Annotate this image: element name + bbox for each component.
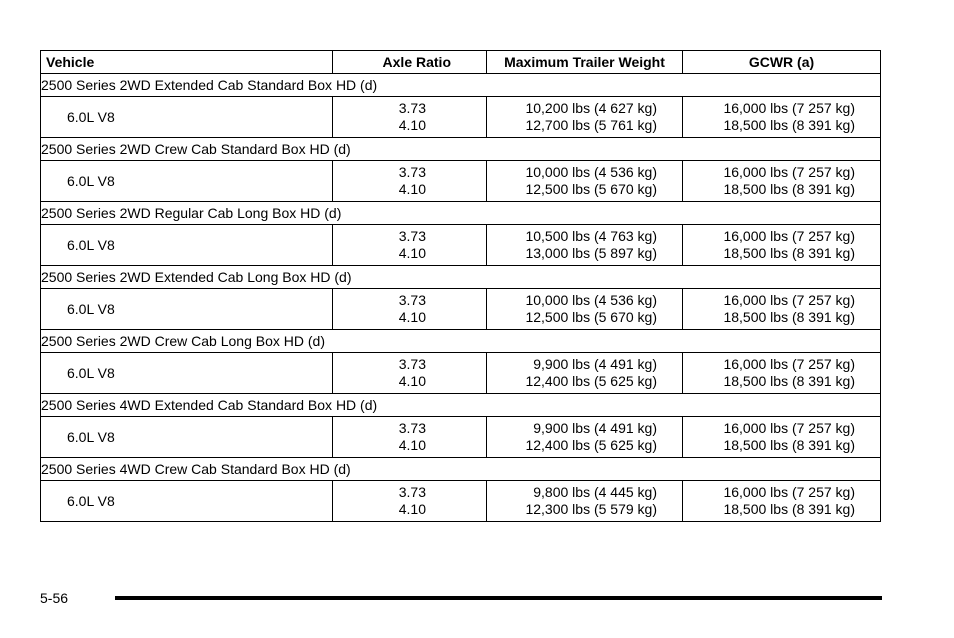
axle-ratio-cell: [333, 225, 487, 266]
gcwr-cell: [683, 97, 881, 138]
axle-ratio-cell: [333, 353, 487, 394]
table-row: [41, 225, 881, 266]
gcwr-value: 16,000 lbs (7 257 kg): [723, 484, 855, 500]
vehicle-group-row: [41, 394, 881, 417]
gcwr-value: 18,500 lbs (8 391 kg): [723, 501, 855, 517]
engine-cell: 6.0L V8: [41, 481, 333, 522]
gcwr-value: 16,000 lbs (7 257 kg): [723, 228, 855, 244]
engine-cell: 6.0L V8: [41, 353, 333, 394]
engine-cell: 6.0L V8: [41, 289, 333, 330]
vehicle-group-row: [41, 74, 881, 97]
axle-ratio-cell: [333, 417, 487, 458]
axle-ratio-value: 3.73: [398, 100, 426, 116]
axle-ratio-value: 3.73: [398, 484, 426, 500]
trailer-weight-value: 10,200 lbs (4 627 kg): [525, 100, 657, 116]
trailer-weight-value: 10,000 lbs (4 536 kg): [525, 164, 657, 180]
vehicle-group-row: [41, 202, 881, 225]
axle-ratio-value: 3.73: [398, 292, 426, 308]
trailer-weight-value: 10,500 lbs (4 763 kg): [525, 228, 657, 244]
vehicle-group-title: 2500 Series 2WD Crew Cab Long Box HD (d): [41, 330, 881, 353]
trailer-weight-value: 12,400 lbs (5 625 kg): [525, 373, 657, 389]
gcwr-cell: [683, 225, 881, 266]
gcwr-value: 18,500 lbs (8 391 kg): [723, 437, 855, 453]
axle-ratio-value: 3.73: [398, 356, 426, 372]
table-row: [41, 289, 881, 330]
vehicle-group-title: 2500 Series 4WD Crew Cab Standard Box HD (d): [41, 458, 881, 481]
trailer-weight-cell: [487, 353, 683, 394]
axle-ratio-cell: [333, 481, 487, 522]
axle-ratio-cell: [333, 161, 487, 202]
axle-ratio-value: 3.73: [398, 228, 426, 244]
footer-rule: [115, 596, 882, 600]
axle-ratio-value: 4.10: [398, 501, 426, 517]
header-axle-ratio: Axle Ratio: [333, 51, 487, 74]
axle-ratio-value: 4.10: [398, 245, 426, 261]
axle-ratio-value: 4.10: [398, 309, 426, 325]
axle-ratio-cell: [333, 97, 487, 138]
vehicle-group-title: 2500 Series 4WD Extended Cab Standard Box HD (d): [41, 394, 881, 417]
vehicle-group-title: 2500 Series 2WD Extended Cab Standard Box HD (d): [41, 74, 881, 97]
table-row: [41, 161, 881, 202]
vehicle-group-row: [41, 458, 881, 481]
trailer-weight-value: 13,000 lbs (5 897 kg): [525, 245, 657, 261]
engine-cell: 6.0L V8: [41, 161, 333, 202]
trailer-weight-value: 9,900 lbs (4 491 kg): [533, 356, 657, 372]
axle-ratio-cell: [333, 289, 487, 330]
trailer-weight-value: 12,400 lbs (5 625 kg): [525, 437, 657, 453]
vehicle-group-title: 2500 Series 2WD Crew Cab Standard Box HD (d): [41, 138, 881, 161]
towing-spec-table: [40, 50, 881, 522]
gcwr-value: 16,000 lbs (7 257 kg): [723, 292, 855, 308]
gcwr-cell: [683, 353, 881, 394]
trailer-weight-value: 12,300 lbs (5 579 kg): [525, 501, 657, 517]
vehicle-group-row: [41, 330, 881, 353]
axle-ratio-value: 4.10: [398, 437, 426, 453]
table-body: [41, 74, 881, 522]
table-row: [41, 97, 881, 138]
gcwr-value: 16,000 lbs (7 257 kg): [723, 164, 855, 180]
gcwr-value: 18,500 lbs (8 391 kg): [723, 373, 855, 389]
vehicle-group-row: [41, 266, 881, 289]
vehicle-group-row: [41, 138, 881, 161]
trailer-weight-value: 12,500 lbs (5 670 kg): [525, 181, 657, 197]
engine-cell: 6.0L V8: [41, 225, 333, 266]
axle-ratio-value: 4.10: [398, 181, 426, 197]
gcwr-cell: [683, 289, 881, 330]
trailer-weight-cell: [487, 417, 683, 458]
gcwr-value: 18,500 lbs (8 391 kg): [723, 309, 855, 325]
table-row: [41, 481, 881, 522]
header-max-trailer-weight: Maximum Trailer Weight: [487, 51, 683, 74]
vehicle-group-title: 2500 Series 2WD Extended Cab Long Box HD (d): [41, 266, 881, 289]
gcwr-cell: [683, 481, 881, 522]
trailer-weight-cell: [487, 225, 683, 266]
page-number: 5-56: [40, 590, 69, 606]
axle-ratio-value: 4.10: [398, 373, 426, 389]
axle-ratio-value: 4.10: [398, 117, 426, 133]
trailer-weight-cell: [487, 481, 683, 522]
gcwr-value: 16,000 lbs (7 257 kg): [723, 100, 855, 116]
table-row: [41, 417, 881, 458]
gcwr-cell: [683, 417, 881, 458]
table-header-row: [41, 51, 881, 74]
axle-ratio-value: 3.73: [398, 164, 426, 180]
trailer-weight-cell: [487, 97, 683, 138]
engine-cell: 6.0L V8: [41, 417, 333, 458]
gcwr-cell: [683, 161, 881, 202]
trailer-weight-cell: [487, 289, 683, 330]
trailer-weight-value: 12,700 lbs (5 761 kg): [525, 117, 657, 133]
header-gcwr: GCWR (a): [683, 51, 881, 74]
gcwr-value: 18,500 lbs (8 391 kg): [723, 245, 855, 261]
header-vehicle: Vehicle: [41, 51, 333, 74]
vehicle-group-title: 2500 Series 2WD Regular Cab Long Box HD (d): [41, 202, 881, 225]
trailer-weight-cell: [487, 161, 683, 202]
trailer-weight-value: 9,900 lbs (4 491 kg): [533, 420, 657, 436]
gcwr-value: 18,500 lbs (8 391 kg): [723, 181, 855, 197]
gcwr-value: 18,500 lbs (8 391 kg): [723, 117, 855, 133]
trailer-weight-value: 9,800 lbs (4 445 kg): [533, 484, 657, 500]
trailer-weight-value: 10,000 lbs (4 536 kg): [525, 292, 657, 308]
engine-cell: 6.0L V8: [41, 97, 333, 138]
axle-ratio-value: 3.73: [398, 420, 426, 436]
gcwr-value: 16,000 lbs (7 257 kg): [723, 356, 855, 372]
trailer-weight-value: 12,500 lbs (5 670 kg): [525, 309, 657, 325]
gcwr-value: 16,000 lbs (7 257 kg): [723, 420, 855, 436]
table-row: [41, 353, 881, 394]
